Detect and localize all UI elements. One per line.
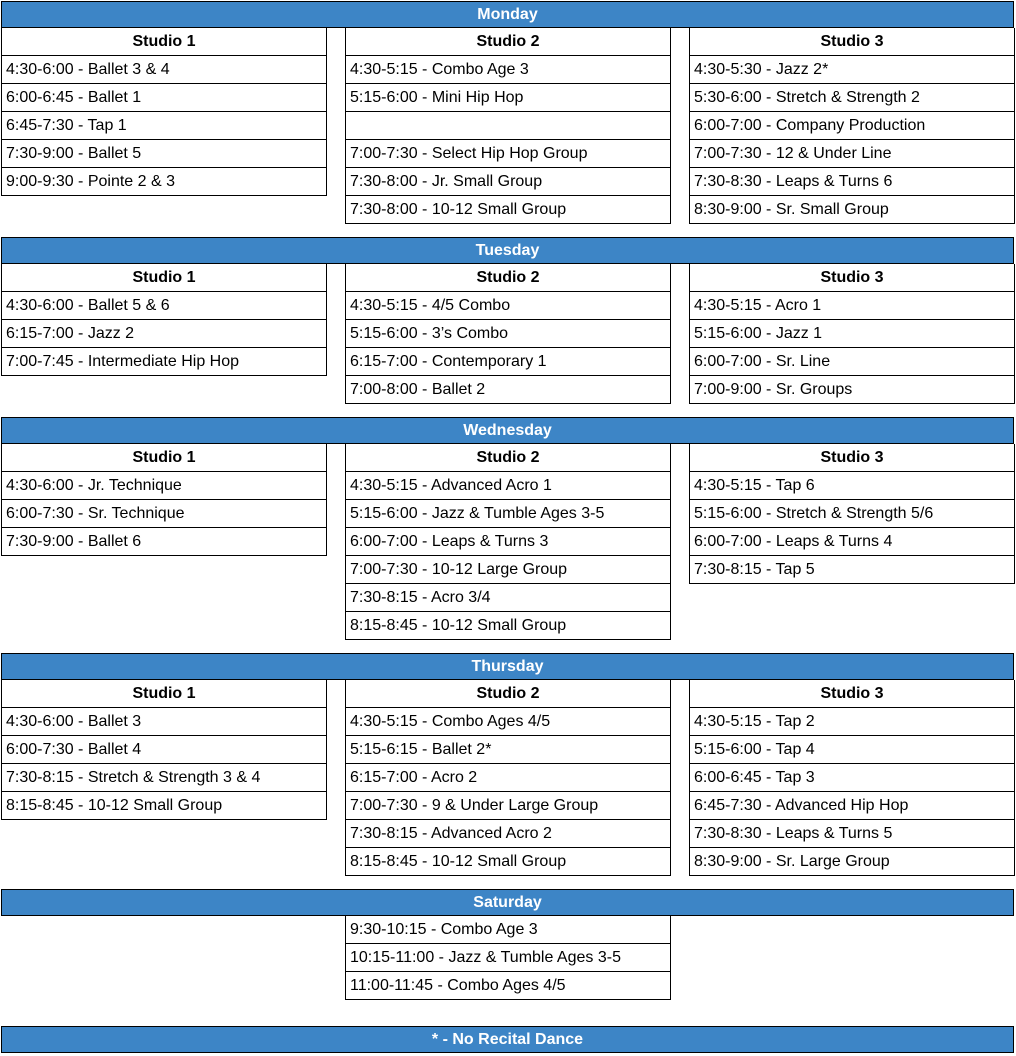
class-cell: 6:00-7:00 - Leaps & Turns 4 [689,528,1015,556]
class-cell: 7:30-8:00 - 10-12 Small Group [345,196,671,224]
class-cell: 7:30-9:00 - Ballet 6 [1,528,327,556]
studio-header: Studio 3 [689,264,1015,292]
class-cell: 6:00-7:00 - Leaps & Turns 3 [345,528,671,556]
studio-header: Studio 2 [345,28,671,56]
class-cell: 7:00-7:30 - 9 & Under Large Group [345,792,671,820]
class-cell: 7:00-7:30 - Select Hip Hop Group [345,140,671,168]
wednesday-studio-1 [1,444,327,556]
studio-header: Studio 1 [1,444,327,472]
day-header-tuesday: Tuesday [1,237,1014,264]
class-cell: 4:30-6:00 - Ballet 5 & 6 [1,292,327,320]
class-cell: 8:15-8:45 - 10-12 Small Group [1,792,327,820]
class-cell: 10:15-11:00 - Jazz & Tumble Ages 3-5 [345,944,671,972]
tuesday-studio-2 [345,264,671,404]
class-cell: 6:15-7:00 - Acro 2 [345,764,671,792]
class-cell: 7:00-7:30 - 10-12 Large Group [345,556,671,584]
class-cell: 5:15-6:00 - Jazz & Tumble Ages 3-5 [345,500,671,528]
class-cell: 7:00-9:00 - Sr. Groups [689,376,1015,404]
class-cell: 4:30-5:15 - Advanced Acro 1 [345,472,671,500]
class-cell-empty [345,112,671,140]
class-cell: 6:00-7:00 - Sr. Line [689,348,1015,376]
day-header-monday: Monday [1,1,1014,28]
studio-header: Studio 3 [689,28,1015,56]
wednesday-studio-2 [345,444,671,640]
class-cell: 7:00-7:45 - Intermediate Hip Hop [1,348,327,376]
class-cell: 5:15-6:00 - Jazz 1 [689,320,1015,348]
tuesday-studio-1 [1,264,327,376]
tuesday-studio-3 [689,264,1015,404]
class-cell: 4:30-5:15 - Tap 6 [689,472,1015,500]
studio-header: Studio 2 [345,264,671,292]
class-cell: 9:00-9:30 - Pointe 2 & 3 [1,168,327,196]
class-cell: 4:30-5:15 - 4/5 Combo [345,292,671,320]
class-cell: 6:00-7:00 - Company Production [689,112,1015,140]
class-cell: 6:15-7:00 - Contemporary 1 [345,348,671,376]
class-cell: 6:45-7:30 - Advanced Hip Hop [689,792,1015,820]
class-cell: 5:15-6:00 - Tap 4 [689,736,1015,764]
studio-header: Studio 1 [1,264,327,292]
class-cell: 4:30-6:00 - Jr. Technique [1,472,327,500]
class-cell: 6:00-7:30 - Ballet 4 [1,736,327,764]
studio-header: Studio 2 [345,680,671,708]
class-cell: 7:30-8:30 - Leaps & Turns 5 [689,820,1015,848]
class-cell: 7:30-8:15 - Advanced Acro 2 [345,820,671,848]
class-cell: 6:15-7:00 - Jazz 2 [1,320,327,348]
class-cell: 7:30-8:15 - Acro 3/4 [345,584,671,612]
day-header-wednesday: Wednesday [1,417,1014,444]
class-cell: 7:30-8:15 - Tap 5 [689,556,1015,584]
thursday-studio-3 [689,680,1015,876]
class-cell: 6:00-7:30 - Sr. Technique [1,500,327,528]
day-header-thursday: Thursday [1,653,1014,680]
monday-studio-3 [689,28,1015,224]
class-cell: 6:45-7:30 - Tap 1 [1,112,327,140]
studio-header: Studio 3 [689,680,1015,708]
class-cell: 4:30-5:15 - Tap 2 [689,708,1015,736]
class-cell: 4:30-5:15 - Acro 1 [689,292,1015,320]
class-cell: 4:30-5:15 - Combo Ages 4/5 [345,708,671,736]
class-cell: 4:30-5:15 - Combo Age 3 [345,56,671,84]
class-cell: 7:30-8:30 - Leaps & Turns 6 [689,168,1015,196]
class-cell: 5:15-6:00 - 3’s Combo [345,320,671,348]
thursday-studio-1 [1,680,327,820]
class-cell: 6:00-6:45 - Tap 3 [689,764,1015,792]
class-cell: 5:15-6:00 - Stretch & Strength 5/6 [689,500,1015,528]
class-cell: 5:30-6:00 - Stretch & Strength 2 [689,84,1015,112]
studio-header: Studio 1 [1,28,327,56]
wednesday-studio-3 [689,444,1015,584]
studio-header: Studio 2 [345,444,671,472]
class-cell: 8:30-9:00 - Sr. Small Group [689,196,1015,224]
class-cell: 11:00-11:45 - Combo Ages 4/5 [345,972,671,1000]
monday-studio-2 [345,28,671,224]
footnote-banner: * - No Recital Dance [1,1026,1014,1053]
class-cell: 5:15-6:15 - Ballet 2* [345,736,671,764]
saturday-classes [345,916,671,1000]
class-cell: 6:00-6:45 - Ballet 1 [1,84,327,112]
class-cell: 7:30-8:00 - Jr. Small Group [345,168,671,196]
class-cell: 7:00-7:30 - 12 & Under Line [689,140,1015,168]
class-cell: 4:30-6:00 - Ballet 3 [1,708,327,736]
class-cell: 7:30-8:15 - Stretch & Strength 3 & 4 [1,764,327,792]
class-cell: 4:30-5:30 - Jazz 2* [689,56,1015,84]
studio-header: Studio 1 [1,680,327,708]
monday-studio-1 [1,28,327,196]
class-cell: 4:30-6:00 - Ballet 3 & 4 [1,56,327,84]
thursday-studio-2 [345,680,671,876]
class-cell: 7:00-8:00 - Ballet 2 [345,376,671,404]
studio-header: Studio 3 [689,444,1015,472]
class-cell: 5:15-6:00 - Mini Hip Hop [345,84,671,112]
class-cell: 8:30-9:00 - Sr. Large Group [689,848,1015,876]
day-header-saturday: Saturday [1,889,1014,916]
class-cell: 9:30-10:15 - Combo Age 3 [345,916,671,944]
class-cell: 8:15-8:45 - 10-12 Small Group [345,848,671,876]
class-cell: 8:15-8:45 - 10-12 Small Group [345,612,671,640]
class-cell: 7:30-9:00 - Ballet 5 [1,140,327,168]
